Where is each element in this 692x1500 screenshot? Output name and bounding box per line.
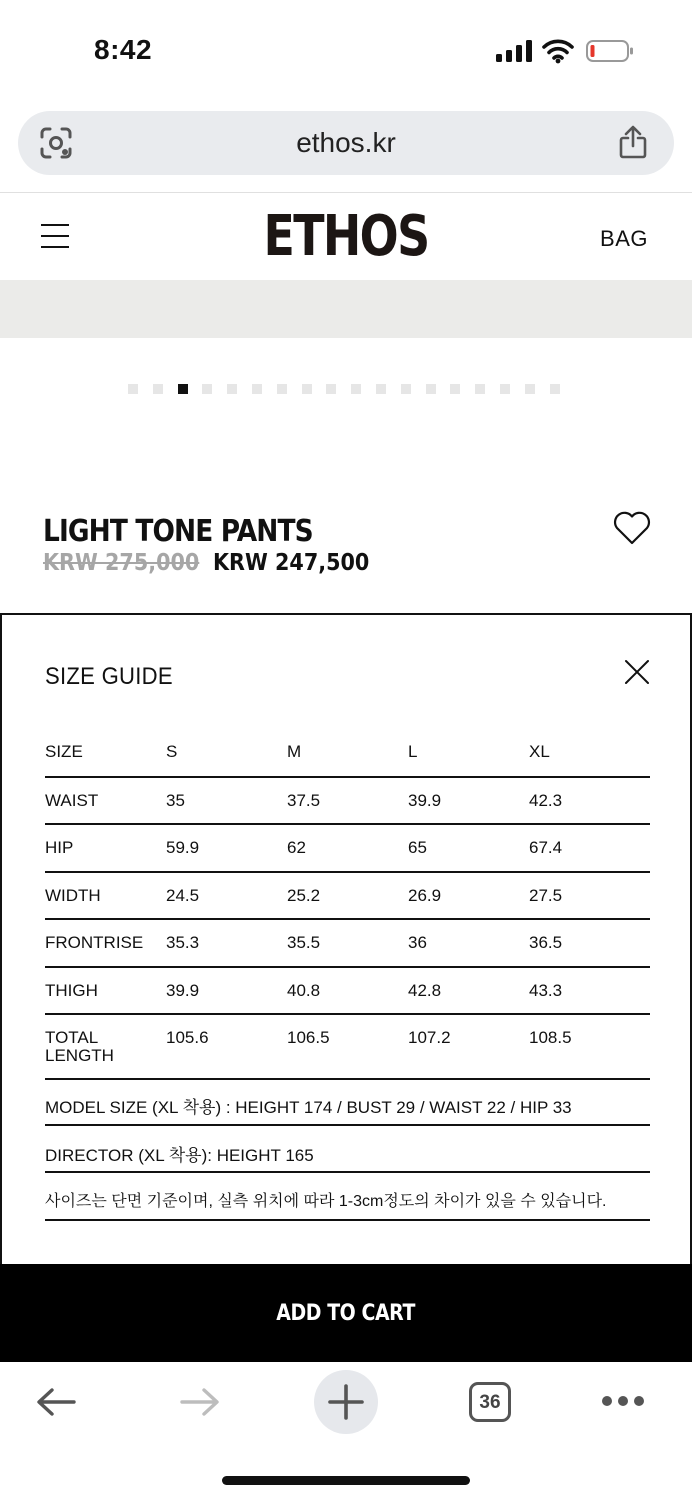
product-image[interactable]	[0, 280, 692, 338]
table-cell: 67.4	[529, 824, 650, 872]
gallery-pagination	[128, 384, 574, 395]
modal-title: SIZE GUIDE	[45, 663, 173, 690]
gallery-dot[interactable]	[426, 384, 436, 394]
header-cell: L	[408, 729, 529, 777]
header-cell: SIZE	[45, 729, 166, 777]
plus-icon	[314, 1370, 378, 1434]
close-icon[interactable]	[624, 659, 650, 685]
table-cell: 37.5	[287, 777, 408, 825]
table-cell: 39.9	[166, 967, 287, 1015]
table-cell: 35.3	[166, 919, 287, 967]
table-cell: 40.8	[287, 967, 408, 1015]
gallery-dot[interactable]	[227, 384, 237, 394]
gallery-dot[interactable]	[128, 384, 138, 394]
table-row	[45, 872, 650, 920]
table-cell: 106.5	[287, 1014, 408, 1079]
table-row	[45, 824, 650, 872]
table-cell: 39.9	[408, 777, 529, 825]
gallery-dot[interactable]	[153, 384, 163, 394]
size-notes	[45, 1078, 650, 1221]
gallery-dot[interactable]	[550, 384, 560, 394]
gallery-dot[interactable]	[302, 384, 312, 394]
status-time: 8:42	[94, 34, 153, 65]
tab-count: 36	[479, 1392, 501, 1413]
size-table	[45, 729, 650, 1080]
table-cell: 26.9	[408, 872, 529, 920]
table-cell: 25.2	[287, 872, 408, 920]
gallery-dot[interactable]	[500, 384, 510, 394]
tab-switcher-button[interactable]	[469, 1382, 511, 1422]
gallery-dot[interactable]	[450, 384, 460, 394]
table-cell: 108.5	[529, 1014, 650, 1079]
gallery-dot[interactable]	[202, 384, 212, 394]
gallery-dot[interactable]	[351, 384, 361, 394]
row-label: TOTAL LENGTH	[45, 1014, 166, 1079]
table-header-row	[45, 729, 650, 777]
table-cell: 65	[408, 824, 529, 872]
share-icon[interactable]	[618, 124, 648, 160]
gallery-dot[interactable]	[326, 384, 336, 394]
model-size-note: MODEL SIZE (XL 착용) : HEIGHT 174 / BUST 29 / WAIST 22 / HIP 33	[45, 1078, 650, 1126]
director-size-note: DIRECTOR (XL 착용): HEIGHT 165	[45, 1126, 650, 1174]
wifi-icon	[542, 38, 574, 64]
table-cell: 36.5	[529, 919, 650, 967]
home-indicator	[222, 1476, 470, 1485]
gallery-dot[interactable]	[252, 384, 262, 394]
gallery-dot[interactable]	[525, 384, 535, 394]
header-cell: XL	[529, 729, 650, 777]
table-cell: 36	[408, 919, 529, 967]
table-cell: 42.3	[529, 777, 650, 825]
row-label: FRONTRISE	[45, 919, 166, 967]
row-label: WIDTH	[45, 872, 166, 920]
table-cell: 107.2	[408, 1014, 529, 1079]
table-cell: 105.6	[166, 1014, 287, 1079]
row-label: THIGH	[45, 967, 166, 1015]
product-name: LIGHT TONE PANTS	[43, 514, 313, 549]
table-cell: 24.5	[166, 872, 287, 920]
row-label: HIP	[45, 824, 166, 872]
header-cell: M	[287, 729, 408, 777]
gallery-dot[interactable]	[277, 384, 287, 394]
measurement-note: 사이즈는 단면 기준이며, 실측 위치에 따라 1-3cm정도의 차이가 있을 수 있습니다.	[45, 1173, 650, 1221]
back-arrow-icon[interactable]	[34, 1386, 78, 1418]
table-row	[45, 777, 650, 825]
url-text[interactable]: ethos.kr	[296, 127, 396, 158]
add-to-cart-button[interactable]	[0, 1264, 692, 1362]
forward-arrow-icon[interactable]	[178, 1386, 222, 1418]
gallery-dot[interactable]	[178, 384, 188, 394]
battery-icon	[586, 40, 634, 62]
header-cell: S	[166, 729, 287, 777]
bag-link[interactable]: BAG	[600, 226, 648, 251]
table-cell: 35	[166, 777, 287, 825]
gallery-dot[interactable]	[401, 384, 411, 394]
divider	[0, 192, 692, 193]
size-guide-modal	[0, 613, 692, 1313]
table-cell: 43.3	[529, 967, 650, 1015]
table-row	[45, 919, 650, 967]
table-cell: 59.9	[166, 824, 287, 872]
table-cell: 35.5	[287, 919, 408, 967]
row-label: WAIST	[45, 777, 166, 825]
table-cell: 27.5	[529, 872, 650, 920]
more-options-icon[interactable]	[602, 1396, 644, 1408]
sale-price: KRW 247,500	[213, 550, 370, 576]
gallery-dot[interactable]	[475, 384, 485, 394]
address-bar[interactable]	[18, 111, 674, 175]
new-tab-button[interactable]	[314, 1370, 378, 1434]
site-logo[interactable]: ETHOS	[263, 204, 429, 269]
table-cell: 42.8	[408, 967, 529, 1015]
table-cell: 62	[287, 824, 408, 872]
gallery-dot[interactable]	[376, 384, 386, 394]
table-row	[45, 967, 650, 1015]
cellular-signal-icon	[496, 40, 532, 62]
add-to-cart-label: ADD TO CART	[276, 1300, 416, 1326]
table-row	[45, 1014, 650, 1079]
original-price: KRW 275,000	[43, 550, 200, 576]
heart-icon[interactable]	[612, 510, 652, 546]
